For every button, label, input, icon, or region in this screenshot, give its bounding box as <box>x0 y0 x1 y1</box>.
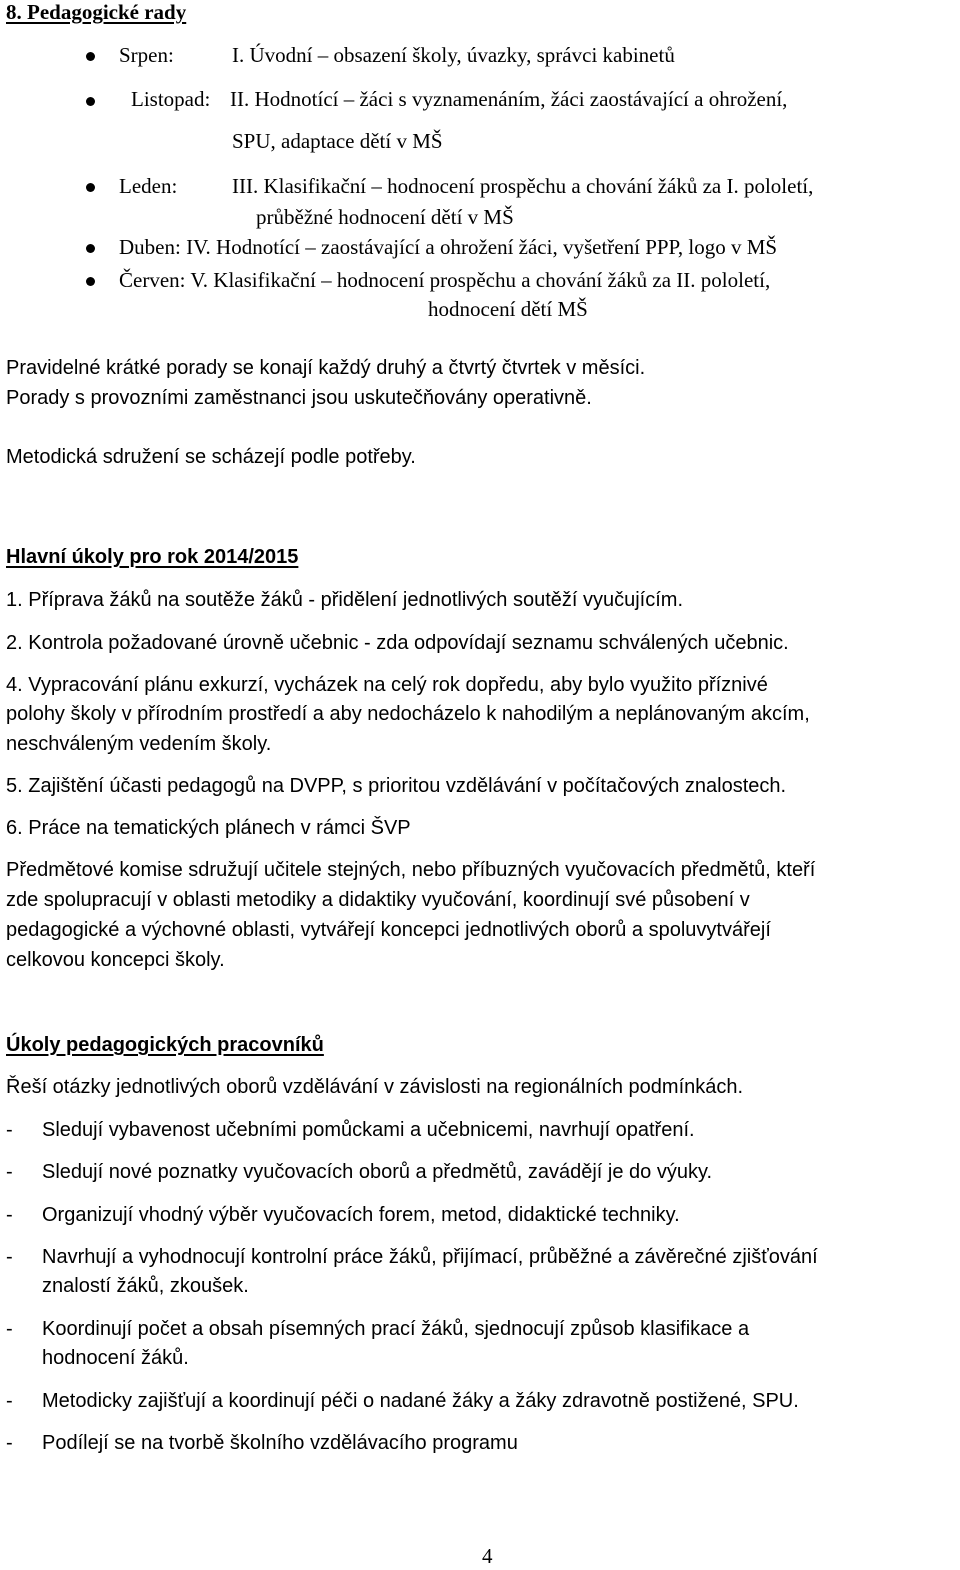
staff-item: Navrhují a vyhodnocují kontrolní práce žáků, přijímací, průběžné a závěrečné zjišťování <box>42 1246 818 1268</box>
staff-intro: Řeší otázky jednotlivých oborů vzdělávání v závislosti na regionálních podmínkách. <box>6 1076 744 1098</box>
staff-item: Organizují vhodný výběr vyučovacích forem, metod, didaktické techniky. <box>42 1204 680 1226</box>
paragraph-line: Předmětové komise sdružují učitele stejných, nebo příbuzných vyučovacích předmětů, kteří <box>6 859 816 881</box>
task-item-cont: neschváleným vedením školy. <box>6 733 272 755</box>
schedule-line: Duben: IV. Hodnotící – zaostávající a ohrožení žáci, vyšetření PPP, logo v MŠ <box>119 235 778 259</box>
schedule-text: I. Úvodní – obsazení školy, úvazky, správci kabinetů <box>232 43 675 67</box>
schedule-text-cont: SPU, adaptace dětí v MŠ <box>232 129 443 153</box>
tasks-heading: Hlavní úkoly pro rok 2014/2015 <box>6 546 299 568</box>
dash-marker: - <box>6 1318 13 1340</box>
dash-marker: - <box>6 1119 13 1141</box>
bullet-icon <box>86 277 95 286</box>
dash-marker: - <box>6 1246 13 1268</box>
schedule-month: Srpen: <box>119 43 174 67</box>
schedule-text-cont: průběžné hodnocení dětí v MŠ <box>256 205 514 229</box>
staff-item-cont: hodnocení žáků. <box>42 1347 189 1369</box>
staff-item: Koordinují počet a obsah písemných prací žáků, sjednocují způsob klasifikace a <box>42 1318 750 1340</box>
schedule-text: III. Klasifikační – hodnocení prospěchu a chování žáků za I. pololetí, <box>232 174 814 198</box>
task-item: 5. Zajištění účasti pedagogů na DVPP, s prioritou vzdělávání v počítačových znalostech. <box>6 775 787 797</box>
schedule-line: Červen: V. Klasifikační – hodnocení prospěchu a chování žáků za II. pololetí, <box>119 268 771 292</box>
schedule-text-cont: hodnocení dětí MŠ <box>428 297 588 321</box>
bullet-icon <box>86 244 95 253</box>
task-item-cont: polohy školy v přírodním prostředí a aby nedocházelo k nahodilým a neplánovaným akcím, <box>6 703 810 725</box>
task-item: 6. Práce na tematických plánech v rámci ŠVP <box>6 817 411 839</box>
page-number: 4 <box>482 1544 493 1568</box>
staff-item-cont: znalostí žáků, zkoušek. <box>42 1275 249 1297</box>
task-item: 4. Vypracování plánu exkurzí, vycházek na celý rok dopředu, aby bylo využito příznivé <box>6 674 768 696</box>
schedule-text: II. Hodnotící – žáci s vyznamenáním, žáci zaostávající a ohrožení, <box>230 87 788 111</box>
dash-marker: - <box>6 1204 13 1226</box>
task-item: 1. Příprava žáků na soutěže žáků - přidělení jednotlivých soutěží vyučujícím. <box>6 589 684 611</box>
note-text: Metodická sdružení se scházejí podle potřeby. <box>6 446 416 468</box>
staff-heading: Úkoly pedagogických pracovníků <box>6 1034 324 1056</box>
paragraph-line: celkovou koncepci školy. <box>6 949 225 971</box>
staff-item: Podílejí se na tvorbě školního vzdělávacího programu <box>42 1432 518 1454</box>
schedule-month: Listopad: <box>131 87 211 111</box>
schedule-month: Leden: <box>119 174 178 198</box>
paragraph-line: pedagogické a výchovné oblasti, vytvářejí koncepci jednotlivých oborů a spoluvytvářejí <box>6 919 771 941</box>
staff-item: Sledují vybavenost učebními pomůckami a učebnicemi, navrhují opatření. <box>42 1119 695 1141</box>
dash-marker: - <box>6 1161 13 1183</box>
staff-item: Metodicky zajišťují a koordinují péči o nadané žáky a žáky zdravotně postižené, SPU. <box>42 1390 799 1412</box>
dash-marker: - <box>6 1390 13 1412</box>
note-text: Pravidelné krátké porady se konají každý druhý a čtvrtý čtvrtek v měsíci. <box>6 357 646 379</box>
note-text: Porady s provozními zaměstnanci jsou uskutečňovány operativně. <box>6 387 592 409</box>
dash-marker: - <box>6 1432 13 1454</box>
bullet-icon <box>86 183 95 192</box>
task-item: 2. Kontrola požadované úrovně učebnic - zda odpovídají seznamu schválených učebnic. <box>6 632 789 654</box>
bullet-icon <box>86 97 95 106</box>
section-heading: 8. Pedagogické rady <box>6 0 187 24</box>
staff-item: Sledují nové poznatky vyučovacích oborů a předmětů, zavádějí je do výuky. <box>42 1161 713 1183</box>
bullet-icon <box>86 52 95 61</box>
paragraph-line: zde spolupracují v oblasti metodiky a didaktiky vyučování, koordinují své působení v <box>6 889 750 911</box>
